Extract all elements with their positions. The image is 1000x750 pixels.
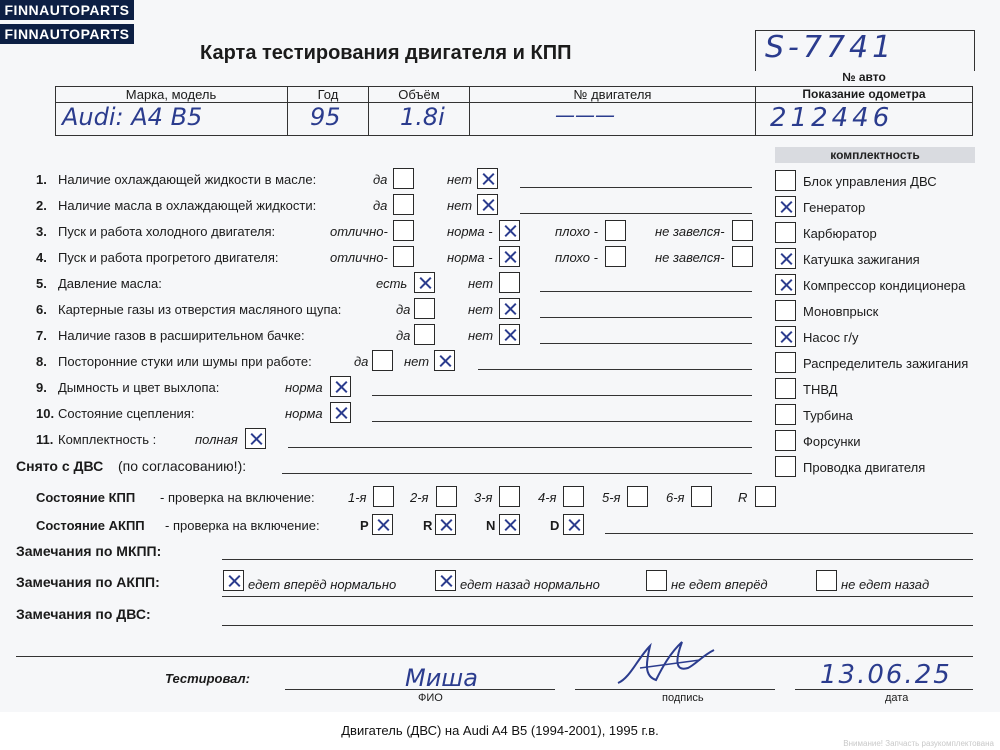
completeness-label-4: Компрессор кондиционера <box>803 278 966 293</box>
akpp-no-reverse-checkbox[interactable] <box>816 570 837 591</box>
check-5-opt-no: нет <box>468 276 494 291</box>
stock-number: S-7741 <box>765 30 896 65</box>
akpp-gear-n-checkbox[interactable] <box>499 514 520 535</box>
akpp-reverse-ok-label: едет назад нормально <box>460 577 600 592</box>
check-9-opt-normal: норма <box>285 380 323 395</box>
header-odometer: Показание одометра <box>802 87 926 101</box>
header-engine-no: № двигателя <box>470 87 756 102</box>
check-9-label: Дымность и цвет выхлопа: <box>58 380 220 395</box>
akpp-gear-r-checkbox[interactable] <box>435 514 456 535</box>
kpp-label: Состояние КПП <box>36 490 136 505</box>
signature-image <box>610 638 720 693</box>
akpp-gear-n-label: N <box>486 518 496 533</box>
completeness-label-5: Моновпрыск <box>803 304 879 319</box>
check-3-opt-normal: норма - <box>447 224 493 239</box>
kpp-gear-5-label: 5-я <box>602 490 621 505</box>
kpp-suffix: - проверка на включение: <box>160 490 315 505</box>
check-6-label: Картерные газы из отверстия масляного щупа: <box>58 302 342 317</box>
completeness-checkbox-4[interactable] <box>775 274 796 295</box>
check-4-opt-no-start: не завелся- <box>655 250 725 265</box>
completeness-checkbox-5[interactable] <box>775 300 796 321</box>
kpp-gear-3-label: 3-я <box>474 490 493 505</box>
akpp-gear-d-label: D <box>550 518 560 533</box>
value-odometer: 212446 <box>770 103 894 133</box>
akpp-gear-p-label: P <box>360 518 369 533</box>
akpp-reverse-ok-checkbox[interactable] <box>435 570 456 591</box>
kpp-gear-1-checkbox[interactable] <box>373 486 394 507</box>
completeness-checkbox-10[interactable] <box>775 430 796 451</box>
header-year: Год <box>288 87 369 102</box>
check-5-label: Давление масла: <box>58 276 162 291</box>
removed-note: (по согласованию!): <box>118 458 247 474</box>
check-1-num: 1. <box>36 172 47 187</box>
check-3-no-start-checkbox[interactable] <box>732 220 753 241</box>
check-4-no-start-checkbox[interactable] <box>732 246 753 267</box>
value-volume: 1.8i <box>400 103 445 131</box>
completeness-checkbox-1[interactable] <box>775 196 796 217</box>
akpp-forward-ok-checkbox[interactable] <box>223 570 244 591</box>
completeness-label-9: Турбина <box>803 408 853 423</box>
header-volume: Объём <box>369 87 470 102</box>
check-3-opt-excellent: отлично- <box>330 224 388 239</box>
completeness-label-10: Форсунки <box>803 434 861 449</box>
check-10-label: Состояние сцепления: <box>58 406 195 421</box>
date-label: дата <box>885 692 909 704</box>
check-8-opt-yes: да <box>354 354 369 369</box>
check-2-opt-no: нет <box>447 198 473 213</box>
check-3-num: 3. <box>36 224 47 239</box>
completeness-checkbox-8[interactable] <box>775 378 796 399</box>
check-1-opt-no: нет <box>447 172 473 187</box>
remarks-akpp-label: Замечания по АКПП: <box>16 574 160 590</box>
kpp-gear-2-label: 2-я <box>410 490 429 505</box>
check-3-opt-no-start: не завелся- <box>655 224 725 239</box>
check-6-num: 6. <box>36 302 47 317</box>
check-1-opt-yes: да <box>373 172 388 187</box>
completeness-label-11: Проводка двигателя <box>803 460 926 475</box>
kpp-gear-6-label: 6-я <box>666 490 685 505</box>
check-8-label: Посторонние стуки или шумы при работе: <box>58 354 312 369</box>
check-4-normal-checkbox[interactable] <box>499 246 520 267</box>
check-1-no-checkbox[interactable] <box>477 168 498 189</box>
completeness-checkbox-9[interactable] <box>775 404 796 425</box>
check-11-opt-full: полная <box>195 432 238 447</box>
check-11-full-checkbox[interactable] <box>245 428 266 449</box>
check-9-num: 9. <box>36 380 47 395</box>
akpp-gear-r-label: R <box>423 518 433 533</box>
check-2-no-checkbox[interactable] <box>477 194 498 215</box>
check-7-no-checkbox[interactable] <box>499 324 520 345</box>
check-6-no-checkbox[interactable] <box>499 298 520 319</box>
check-10-opt-normal: норма <box>285 406 323 421</box>
check-1-yes-checkbox[interactable] <box>393 168 414 189</box>
completeness-checkbox-7[interactable] <box>775 352 796 373</box>
tester-name: Миша <box>405 664 478 692</box>
removed-label: Снято с ДВС <box>16 458 104 474</box>
check-6-yes-checkbox[interactable] <box>414 298 435 319</box>
akpp-no-reverse-label: не едет назад <box>841 577 930 592</box>
check-7-label: Наличие газов в расширительном бачке: <box>58 328 305 343</box>
check-6-opt-no: нет <box>468 302 494 317</box>
date-value: 13.06.25 <box>820 660 952 690</box>
kpp-gear-5-checkbox[interactable] <box>627 486 648 507</box>
completeness-label-1: Генератор <box>803 200 866 215</box>
completeness-label-3: Катушка зажигания <box>803 252 920 267</box>
check-10-normal-checkbox[interactable] <box>330 402 351 423</box>
check-3-normal-checkbox[interactable] <box>499 220 520 241</box>
check-4-opt-bad: плохо - <box>555 250 598 265</box>
check-7-opt-no: нет <box>468 328 494 343</box>
akpp-no-forward-checkbox[interactable] <box>646 570 667 591</box>
completeness-label-6: Насос г/у <box>803 330 859 345</box>
tested-label: Тестировал: <box>165 671 250 686</box>
check-2-num: 2. <box>36 198 47 213</box>
remarks-dvs-label: Замечания по ДВС: <box>16 606 151 622</box>
akpp-label: Состояние АКПП <box>36 518 145 533</box>
kpp-gear-r-checkbox[interactable] <box>755 486 776 507</box>
completeness-label-8: ТНВД <box>803 382 838 397</box>
check-5-num: 5. <box>36 276 47 291</box>
value-engine-no: ——— <box>555 103 615 127</box>
akpp-gear-d-checkbox[interactable] <box>563 514 584 535</box>
watermark: Внимание! Запчасть разукомплектована <box>843 739 994 748</box>
akpp-gear-p-checkbox[interactable] <box>372 514 393 535</box>
check-5-yes-checkbox[interactable] <box>414 272 435 293</box>
completeness-checkbox-0[interactable] <box>775 170 796 191</box>
check-5-opt-yes: есть <box>376 276 408 291</box>
check-4-bad-checkbox[interactable] <box>605 246 626 267</box>
check-4-opt-normal: норма - <box>447 250 493 265</box>
kpp-gear-1-label: 1-я <box>348 490 367 505</box>
check-10-num: 10. <box>36 406 55 421</box>
header-make: Марка, модель <box>55 87 288 102</box>
completeness-label-2: Карбюратор <box>803 226 877 241</box>
value-make: Audi: A4 B5 <box>62 103 203 131</box>
check-8-yes-checkbox[interactable] <box>372 350 393 371</box>
check-2-label: Наличие масла в охлаждающей жидкости: <box>58 198 317 213</box>
check-3-excellent-checkbox[interactable] <box>393 220 414 241</box>
check-3-opt-bad: плохо - <box>555 224 598 239</box>
kpp-gear-3-checkbox[interactable] <box>499 486 520 507</box>
image-caption: Двигатель (ДВС) на Audi A4 B5 (1994-2001), 1995 г.в. <box>0 712 1000 750</box>
completeness-label-0: Блок управления ДВС <box>803 174 937 189</box>
stock-label: № авто <box>842 70 886 84</box>
completeness-checkbox-2[interactable] <box>775 222 796 243</box>
check-5-no-checkbox[interactable] <box>499 272 520 293</box>
akpp-suffix: - проверка на включение: <box>165 518 320 533</box>
remarks-mkpp-label: Замечания по МКПП: <box>16 543 162 559</box>
kpp-gear-r-label: R <box>738 490 748 505</box>
kpp-gear-4-label: 4-я <box>538 490 557 505</box>
check-4-opt-excellent: отлично- <box>330 250 388 265</box>
check-2-opt-yes: да <box>373 198 388 213</box>
signature-label: подпись <box>662 692 704 704</box>
value-year: 95 <box>310 103 341 131</box>
akpp-no-forward-label: не едет вперёд <box>671 577 768 592</box>
akpp-forward-ok-label: едет вперёд нормально <box>248 577 397 592</box>
check-2-yes-checkbox[interactable] <box>393 194 414 215</box>
check-4-label: Пуск и работа прогретого двигателя: <box>58 250 279 265</box>
check-4-num: 4. <box>36 250 47 265</box>
check-3-bad-checkbox[interactable] <box>605 220 626 241</box>
completeness-checkbox-11[interactable] <box>775 456 796 477</box>
form-title: Карта тестирования двигателя и КПП <box>200 42 572 64</box>
check-7-opt-yes: да <box>396 328 411 343</box>
completeness-checkbox-6[interactable] <box>775 326 796 347</box>
check-8-opt-no: нет <box>404 354 430 369</box>
check-8-no-checkbox[interactable] <box>434 350 455 371</box>
check-7-num: 7. <box>36 328 47 343</box>
check-7-yes-checkbox[interactable] <box>414 324 435 345</box>
check-3-label: Пуск и работа холодного двигателя: <box>58 224 276 239</box>
check-11-label: Комплектность : <box>58 432 157 447</box>
check-11-num: 11. <box>36 432 54 447</box>
check-1-label: Наличие охлаждающей жидкости в масле: <box>58 172 317 187</box>
kpp-gear-4-checkbox[interactable] <box>563 486 584 507</box>
completeness-title: комплектность <box>775 147 975 163</box>
kpp-gear-6-checkbox[interactable] <box>691 486 712 507</box>
check-9-normal-checkbox[interactable] <box>330 376 351 397</box>
check-8-num: 8. <box>36 354 47 369</box>
completeness-label-7: Распределитель зажигания <box>803 356 969 371</box>
kpp-gear-2-checkbox[interactable] <box>436 486 457 507</box>
brand-logo: FINNAUTOPARTS <box>0 0 134 20</box>
check-6-opt-yes: да <box>396 302 411 317</box>
check-4-excellent-checkbox[interactable] <box>393 246 414 267</box>
fio-label: ФИО <box>418 692 443 704</box>
brand-logo-secondary: FINNAUTOPARTS <box>0 24 134 44</box>
completeness-checkbox-3[interactable] <box>775 248 796 269</box>
